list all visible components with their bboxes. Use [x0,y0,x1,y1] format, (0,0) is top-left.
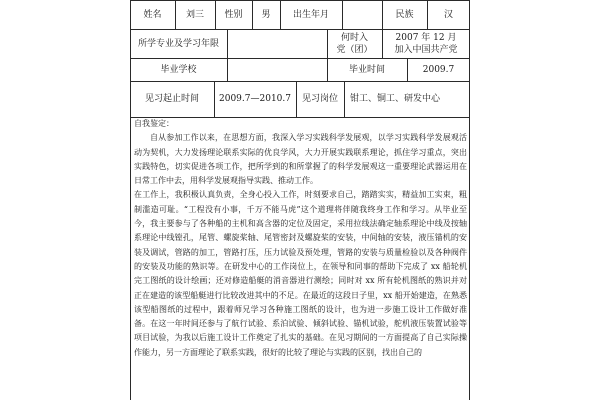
ethnicity-label: 民族 [395,9,414,20]
internship-period-value: 2009.7—2010.7 [219,94,291,104]
table-border-top [130,0,470,1]
table-rule [382,29,383,58]
internship-period-label: 见习起止时间 [144,94,199,104]
table-rule [130,81,470,82]
table-rule [215,0,216,29]
graduation-time-value: 2009.7 [422,64,455,75]
birth-date-label: 出生年月 [292,9,329,20]
party-join-value [382,29,470,58]
party-join-value-line1: 2007 年 12 月 [395,32,457,43]
table-border-left [130,0,131,400]
table-rule [280,0,281,29]
name-label: 姓名 [143,9,162,20]
internship-post-value: 钳工、铜工、研发中心 [350,94,441,104]
self-assessment-section [134,117,467,400]
table-rule [382,0,383,29]
table-rule [175,0,176,29]
graduation-time-label: 毕业时间 [348,64,385,75]
table-rule [130,58,470,59]
birth-date-value [342,0,382,29]
table-rule [327,29,328,81]
table-border-right [469,0,470,400]
name-value: 刘三 [185,9,204,20]
table-rule [344,81,345,117]
party-join-label-line2: 党（团） [336,44,373,55]
ethnicity-value: 汉 [443,9,453,20]
internship-post-label: 见习岗位 [301,94,338,104]
table-rule [130,29,470,30]
self-assessment-paragraph: 自从参加工作以来，在思想方面，我深入学习实践科学发展观，以学习实践科学发展观活动为契机，大力发扬理论联系实际的优良学风，大力开展实践联系理论，抓住学习重点，突出实践特色，切实促进各项工作，把所学到的和所掌握了的科学发展观这一重要理论武器运用在日常工作中去，用科学发展观指导实践、推动工作。 [134,133,467,186]
table-rule [407,58,408,81]
party-join-value-line2: 加入中国共产党 [394,44,458,55]
self-assessment-heading: 自我鉴定： [134,119,174,128]
table-rule [342,0,343,29]
gender-label: 性别 [224,9,243,20]
table-rule [130,117,470,118]
self-assessment-paragraph: 在工作上，我积极认真负责，全身心投入工作，时刻要求自己，踏踏实实，精益加工实束，粗制滥造可耻。“工程没有小事，千万不能马虎”这个道理将伴随我终身工作和学习。从毕业至今，我主要参与了各种船的主机和高含器的定位及固定，采用拉线法确定轴系理论中线及按轴系理论中线镗孔，尾管、螺旋桨轴、尾管密封及螺旋桨的安装，中间轴的安装，液压锚机的安装及调试，管路的加工，管路打压，压力试验及预处理，管路的安装与质量检验以及各种阀件的安装及功能的熟识等。在研发中心的工作岗位上，在领导和同事的帮助下完成了 xx 船轮机完工图纸的设计绘画；还对修造船艇的消音器进行测绘；同时对 xx 所有轮机图纸的熟识并对正在建造的该型船艇进行比较改进其中的不足。在最近的这段日子里，xx 船开始建造，在熟悉该型船图纸的过程中，跟着师兄学习各种施工图纸的设计，也为进一步施工设计工作做好准备。在这一年时间还参与了航行试验、系泊试验、倾斜试验、锚机试验，舵机液压装置试验等项目试验，为我以后施工设计工作奠定了扎实的基础。在见习期间的一方面提高了自己实际操作能力，另一方面理论了联系实践，很好的比较了理论与实践的区别，找出自己的 [134,190,467,357]
table-rule [427,0,428,29]
party-join-label-line1: 何时入 [340,32,368,43]
major-and-duration-label: 所学专业及学习年限 [137,38,219,49]
table-rule [296,81,297,117]
trainee-registration-form [130,0,470,400]
table-rule [252,0,253,29]
table-rule [227,29,228,81]
party-join-label [327,29,382,58]
graduation-school-label: 毕业学校 [160,64,197,75]
table-rule [214,81,215,117]
graduation-school-value [227,58,327,81]
gender-value: 男 [261,9,271,20]
major-and-duration-value [227,29,327,58]
